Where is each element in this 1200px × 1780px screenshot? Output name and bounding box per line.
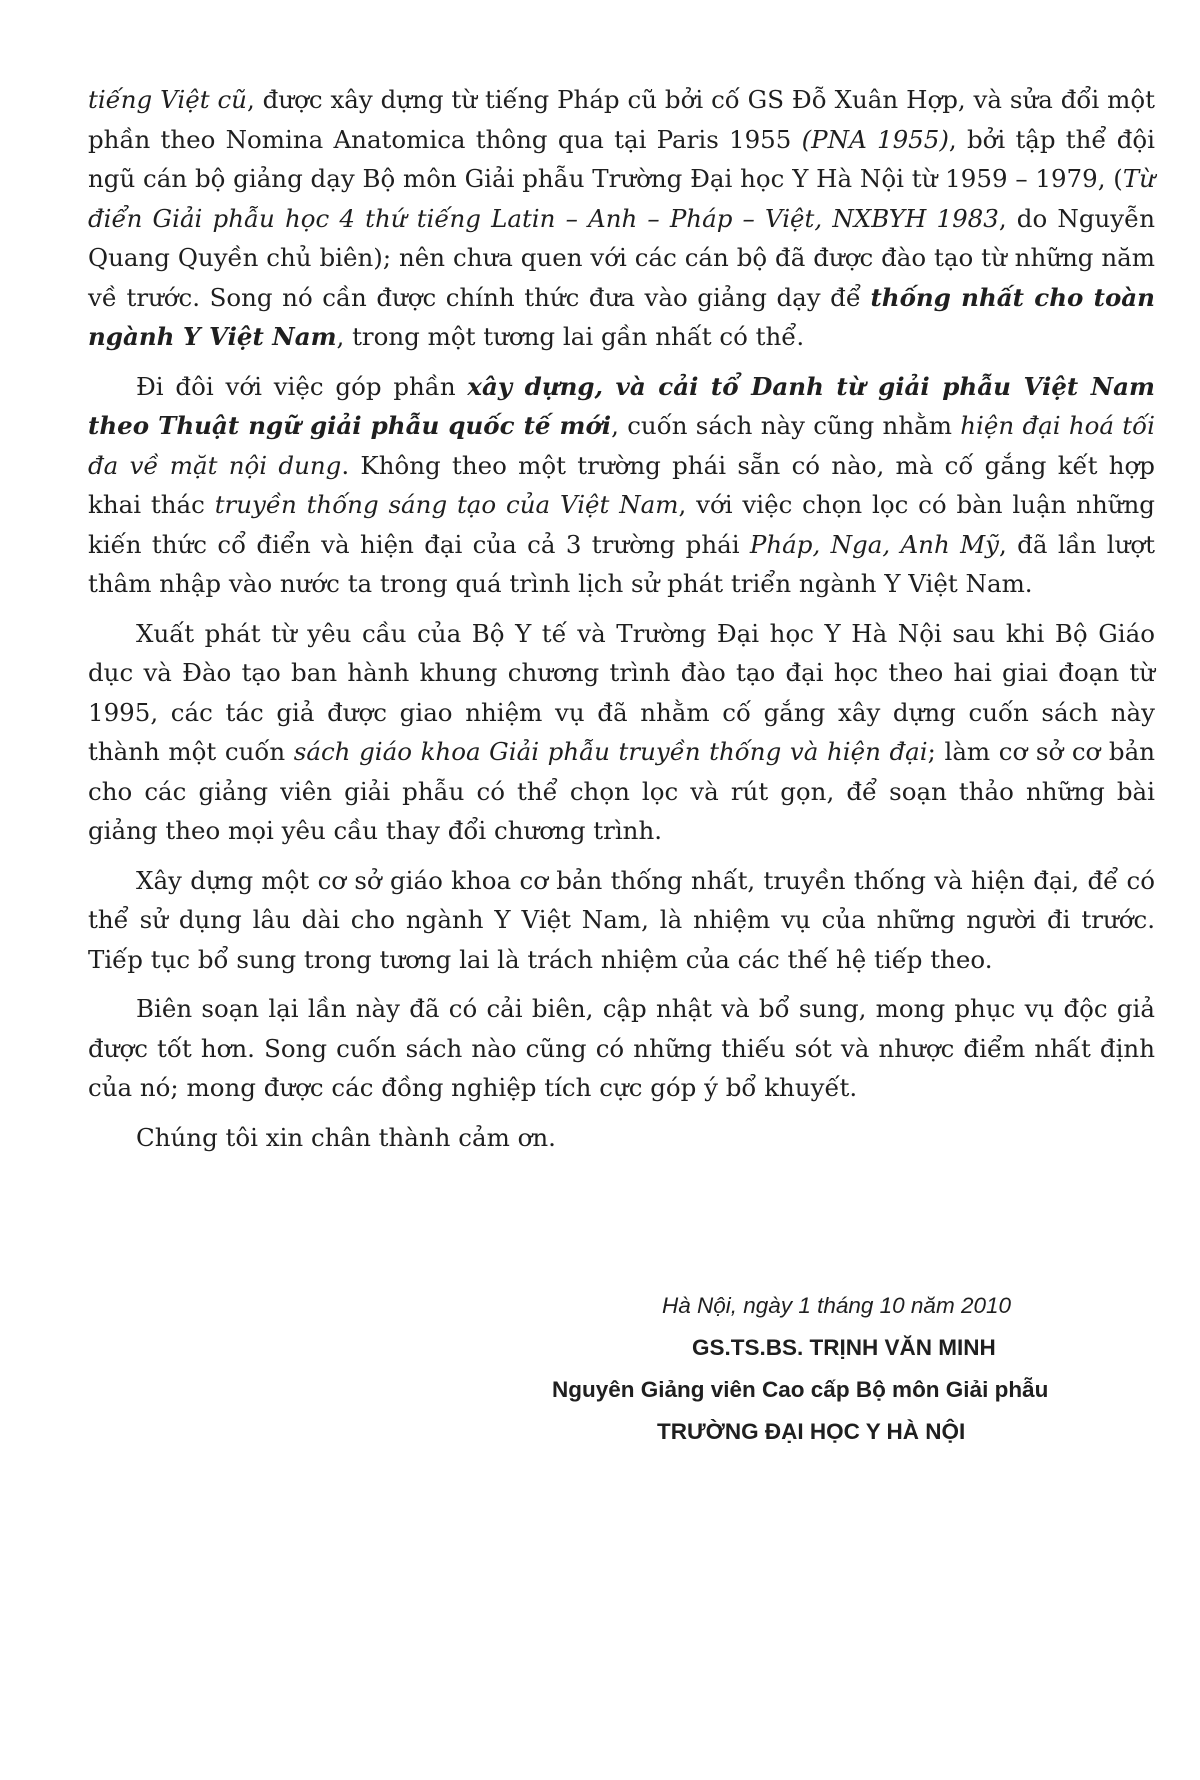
signature-date: Hà Nội, ngày 1 tháng 10 năm 2010	[662, 1293, 1011, 1318]
text-run: , đã lần lượt thâm nhập vào nước ta trong quá trình lịch sử phát triển ngành Y Việt Nam.	[88, 529, 1156, 598]
paragraph-1	[88, 80, 1155, 357]
text-run: , cuốn sách này cũng nhằm	[611, 411, 961, 440]
text-run: Đi đôi với việc góp phần	[136, 371, 468, 401]
preface-body	[88, 80, 1155, 1167]
emphasis-text: xây dựng, và cải tổ Danh từ giải phẫu Việt Nam theo Thuật ngữ giải phẫu quốc tế mới	[88, 371, 1155, 440]
emphasis-text: sách giáo khoa Giải phẫu truyền thống và hiện đại	[293, 737, 928, 766]
signature-name: GS.TS.BS. TRỊNH VĂN MINH	[692, 1335, 996, 1360]
text-run: ; làm cơ sở cơ bản cho các giảng viên giải phẫu có thể chọn lọc và rút gọn, để soạn thảo những bài giảng theo mọi yêu cầu thay đổi chương trình.	[88, 737, 1155, 845]
paragraph-5	[88, 989, 1155, 1108]
paragraph-6	[88, 1118, 1155, 1158]
text-run: . Không theo một trường phái sẵn có nào, mà cố gắng kết hợp khai thác	[88, 450, 1155, 519]
emphasis-text: hiện đại hoá tối đa về mặt nội dung	[88, 411, 1155, 480]
text-run: , trong một tương lai gần nhất có thể.	[336, 322, 805, 351]
text-run: Biên soạn lại lần này đã có cải biên, cập nhật và bổ sung, mong phục vụ độc giả được tốt hơn. Song cuốn sách nào cũng có những thiếu sót và nhược điểm nhất định của nó; mong được các đồng nghiệp tích cực góp ý bổ khuyết.	[88, 994, 1155, 1102]
paragraph-3	[88, 614, 1155, 851]
signature-school: TRƯỜNG ĐẠI HỌC Y HÀ NỘI	[657, 1419, 966, 1444]
signature-title: Nguyên Giảng viên Cao cấp Bộ môn Giải phẫu	[552, 1377, 1049, 1402]
text-run: , với việc chọn lọc có bàn luận những kiến thức cổ điển và hiện đại của cả 3 trường phái	[88, 490, 1155, 559]
emphasis-text: tiếng Việt cũ	[88, 85, 247, 114]
emphasis-text: truyền thống sáng tạo của Việt Nam	[214, 490, 679, 519]
text-run: , do Nguyễn Quang Quyền chủ biên); nên chưa quen với các cán bộ đã được đào tạo từ những năm về trước. Song nó cần được chính thức đưa vào giảng dạy để	[88, 203, 1156, 312]
text-run: Xây dựng một cơ sở giáo khoa cơ bản thống nhất, truyền thống và hiện đại, để có thể sử dụng lâu dài cho ngành Y Việt Nam, là nhiệm vụ của những người đi trước. Tiếp tục bổ sung trong tương lai là trách nhiệm của các thế hệ tiếp theo.	[88, 865, 1155, 974]
text-run: Chúng tôi xin chân thành cảm ơn.	[136, 1122, 556, 1152]
paragraph-2	[88, 367, 1155, 604]
text-run: , bởi tập thể đội ngũ cán bộ giảng dạy Bộ môn Giải phẫu Trường Đại học Y Hà Nội từ 1959 – 1979, (	[88, 124, 1156, 193]
text-run: , được xây dựng từ tiếng Pháp cũ bởi cố GS Đỗ Xuân Hợp, và sửa đổi một phần theo Nomina Anatomica thông qua tại Paris 1955	[88, 85, 1155, 154]
emphasis-text: Pháp, Nga, Anh Mỹ	[749, 529, 1000, 559]
emphasis-text: Từ điển Giải phẫu học 4 thứ tiếng Latin – Anh – Pháp – Việt, NXBYH 1983	[88, 164, 1155, 233]
signature-block	[552, 1285, 1112, 1453]
emphasis-text: thống nhất cho toàn ngành Y Việt Nam	[88, 282, 1155, 351]
paragraph-4	[88, 861, 1155, 980]
emphasis-text: (PNA 1955)	[801, 124, 949, 154]
text-run: Xuất phát từ yêu cầu của Bộ Y tế và Trường Đại học Y Hà Nội sau khi Bộ Giáo dục và Đào tạo ban hành khung chương trình đào tạo đại học theo hai giai đoạn từ 1995, các tác giả được giao nhiệm vụ đã nhằm cố gắng xây dựng cuốn sách này thành một cuốn	[88, 618, 1155, 766]
